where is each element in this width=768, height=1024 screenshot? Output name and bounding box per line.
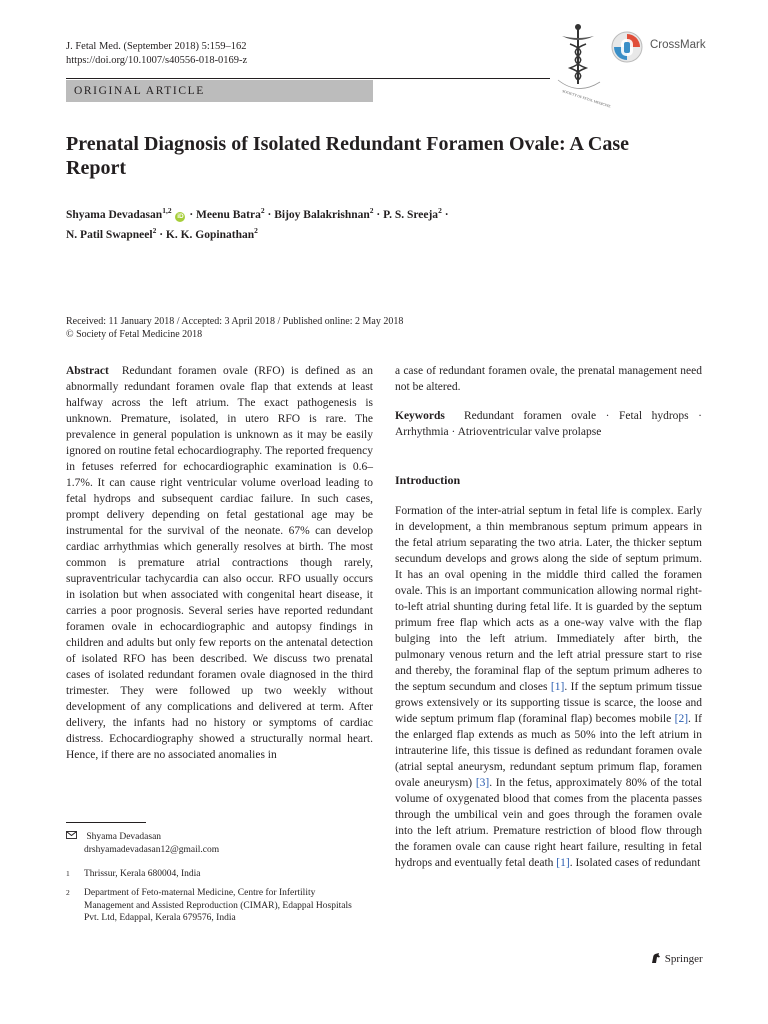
orcid-icon[interactable]: iD — [177, 212, 184, 220]
crossmark-label[interactable]: CrossMark — [650, 39, 706, 51]
history-dates: Received: 11 January 2018 / Accepted: 3 April 2018 / Published online: 2 May 2018 — [66, 316, 404, 327]
citation-link[interactable]: [3] — [475, 777, 490, 789]
citation-link[interactable]: [2] — [674, 713, 689, 725]
svg-text:SOCIETY OF FETAL MEDICINE: SOCIETY OF FETAL MEDICINE — [561, 89, 612, 109]
crossmark-logo[interactable] — [610, 30, 644, 64]
abstract-label: Abstract — [66, 365, 109, 377]
affiliation-text: Department of Feto-maternal Medicine, Centre for Infertility Management and Assisted Reproduction (CIMAR), Edappal Hospitals Pvt. Ltd, Edappal, Kerala 679576, India — [84, 888, 352, 923]
affiliation-text: Thrissur, Kerala 680004, India — [84, 869, 201, 879]
author-name[interactable]: Shyama Devadasan — [66, 208, 163, 221]
publisher-name: Springer — [664, 953, 703, 965]
caduceus-icon — [548, 22, 612, 109]
crossmark-icon — [610, 30, 644, 64]
article-type-banner: ORIGINAL ARTICLE — [66, 80, 373, 102]
journal-citation: J. Fetal Med. (September 2018) 5:159–162 — [66, 41, 247, 52]
springer-horse-icon — [650, 953, 665, 965]
correspondence-email[interactable]: drshyamadevadasan12@gmail.com — [84, 844, 220, 855]
section-heading-introduction: Introduction — [395, 473, 461, 487]
author-name[interactable]: Bijoy Balakrishnan — [274, 208, 370, 221]
envelope-icon — [66, 831, 80, 844]
publisher-footer — [650, 952, 703, 965]
left-column — [66, 363, 373, 763]
citation-link[interactable]: [1] — [550, 681, 565, 693]
author-name[interactable]: K. K. Gopinathan — [165, 228, 255, 241]
author-name[interactable]: P. S. Sreeja — [383, 208, 439, 221]
author-name[interactable]: Meenu Batra — [196, 208, 261, 221]
abstract-continuation: a case of redundant foramen ovale, the prenatal management need not be altered. — [395, 365, 702, 393]
article-title: Prenatal Diagnosis of Isolated Redundant Foramen Ovale: A Case Report — [66, 133, 629, 179]
keywords-label: Keywords — [395, 410, 445, 422]
affiliation-2: $^2$ Department of Feto-maternal Medicine, Centre for Infertility Management and Assisted Reproduction (CIMAR), Edappal Hospitals Pvt. Ltd, Edappal, Kerala 679576, India — [66, 888, 352, 923]
correspondence-name: Shyama Devadasan — [86, 832, 162, 842]
introduction-paragraph: Formation of the inter-atrial septum in fetal life is complex. Early in development, a thin membranous septum primum appears in the fetal atrium separating the two atria. Later, the thicker septum secundum develops and grows along the side of septum primum. It has an oval opening in the middle third called the foramen ovale. This is an important communication allowing normal right-to-left atrial shunting during fetal life. It is guarded by the septum primum free flap which acts as a one-way valve with the flap bulging into the left atrium. Immediately after birth, the pulmonary venous return and the left atrial pressure start to rise and thereby, the foraminal flap of the septum primum adheres to the septum secundum and closes [1]. If the septum primum tissue grows extensively or its supporting tissue is scarce, the loose and wide septum primum flap (foraminal flap) becomes mobile [2]. If the enlarged flap extends as much as 50% into the left atrium in intrauterine life, this tissue is defined as redundant foramen ovale (atrial septal aneurysm, redundant septum primum flap, foramen ovale aneurysm) [3]. In the fetus, approximately 80% of the total volume of oxygenated blood that comes from the placenta passes through the umbilical vein and goes through the foramen ovale into the left atrium. Premature restriction of blood flow through the foramen ovale can cause right heart failure, resulting in fetal hydrops and eventually fetal death [1]. Isolated cases of redundant — [395, 505, 703, 869]
keywords-text: Redundant foramen ovale · Fetal hydrops · Arrhythmia · Atrioventricular valve prolapse — [395, 410, 703, 438]
header-rule — [66, 78, 550, 79]
affiliation-1: $^1$ Thrissur, Kerala 680004, India — [66, 869, 201, 879]
doi-link[interactable]: https://doi.org/10.1007/s40556-018-0169-z — [66, 55, 248, 66]
author-name[interactable]: N. Patil Swapneel — [66, 228, 153, 241]
author-list: Shyama Devadasan$^{1,2}$ iD · Meenu Batra$^2$ · Bijoy Balakrishnan$^2$ · P. S. Sreeja$^2$ · N. Patil Swapneel$^2$ · K. K. Gopinathan$^2$ — [66, 206, 449, 241]
correspondence — [66, 831, 366, 856]
footnote-rule — [66, 822, 146, 823]
right-column — [395, 363, 702, 871]
society-logo — [548, 22, 612, 109]
citation-link[interactable]: [1] — [556, 857, 570, 869]
abstract — [66, 363, 373, 763]
keywords — [395, 408, 702, 440]
abstract-text: Redundant foramen ovale (RFO) is defined as an abnormally redundant foramen ovale flap that extends at least halfway across the left atrium. The exact pathogenesis is unknown. Premature, isolated, in utero RFO is rare. The prevalence in general population is unknown as it may be easily ignored on routine fetal echocardiography. The reported frequency in fetuses referred for echocardiographic examination is 0.6–1.7%. It can cause right ventricular volume overload leading to fetal hydrops and subsequent cardiac failure. In such cases, prompt delivery depending on fetal gestational age may be instrumental for the survival of the neonate. 67% can develop cardiac arrhythmias which generally resolves at birth. The most common is premature atrial contractions though rarely, supraventricular tachycardia can also occur. RFO usually occurs in isolation but when associated with congenital heart disease, it carries a poor prognosis. Several series have reported redundant foramen ovale in echocardiographic and autopsy findings in children and adults but only few reports on the antenatal detection of isolated RFO has been described. We discuss two prenatal cases of isolated redundant foramen ovale diagnosed in the third trimester. They were followed up two weekly without development of any complications and delivered at term. After delivery, the infants had no history or symptoms of cardiac distress. Echocardiography showed a structurally normal heart. Hence, if there are no associated anomalies in — [66, 365, 373, 761]
publication-dates — [66, 315, 686, 341]
copyright-line: © Society of Fetal Medicine 2018 — [66, 329, 203, 340]
